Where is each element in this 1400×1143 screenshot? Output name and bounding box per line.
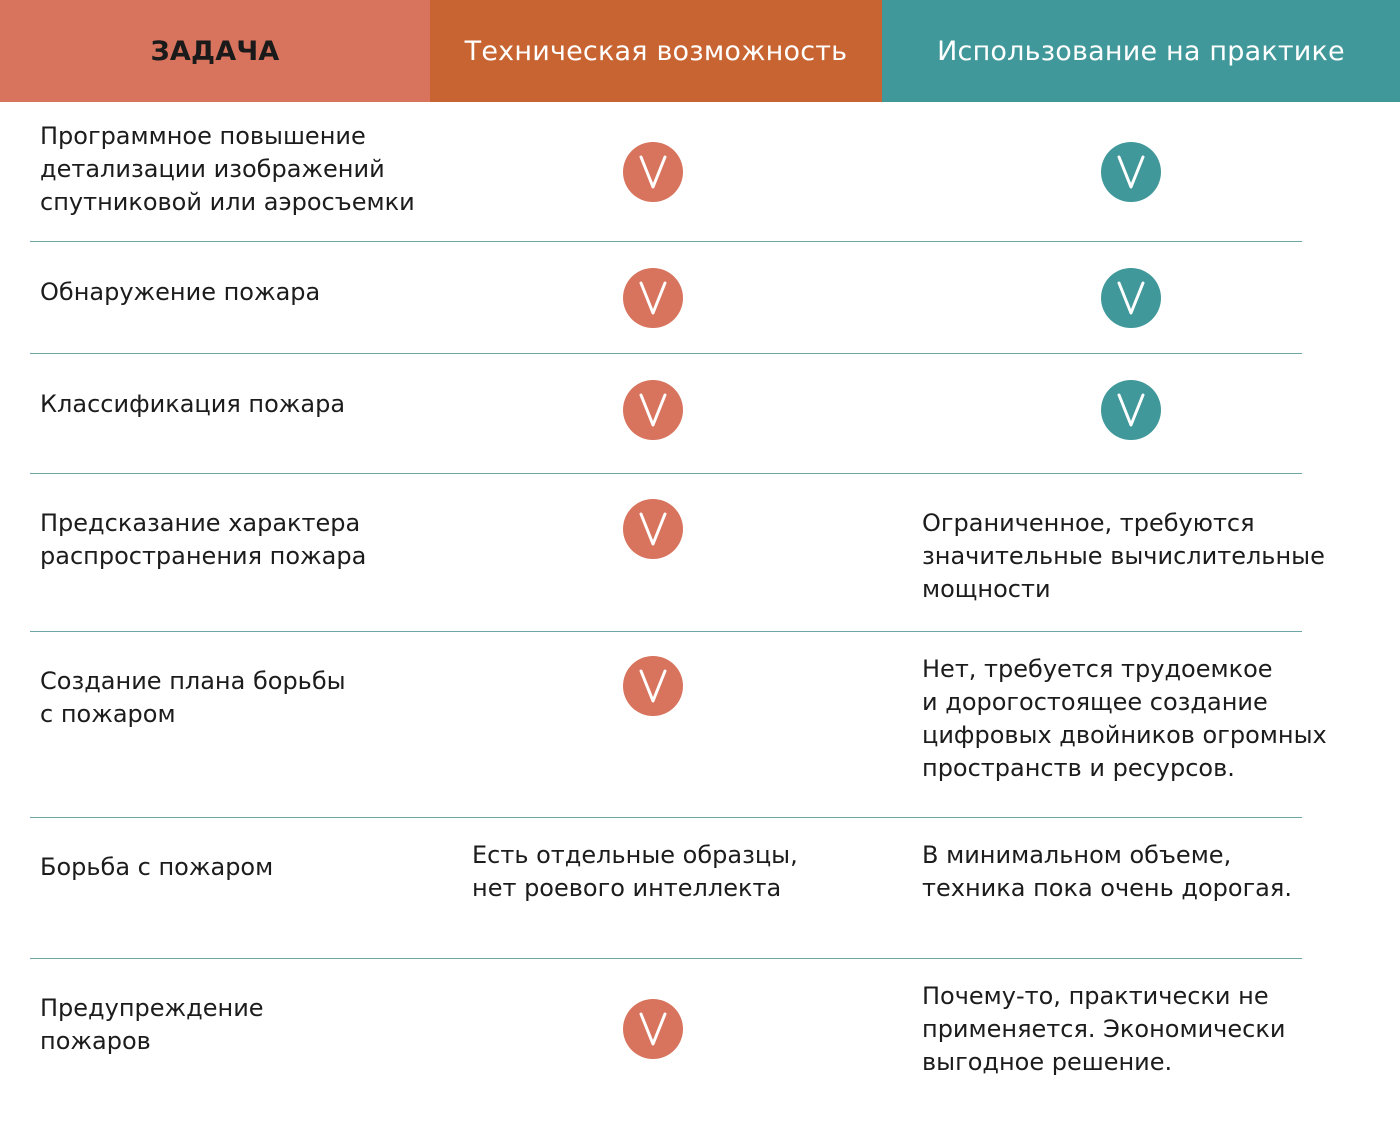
header-practical-use: Использование на практике [882, 0, 1400, 102]
check-circle-icon [1101, 268, 1161, 328]
task-label: Борьба с пожаром [40, 853, 274, 881]
practical-use-note: Ограниченное, требуются значительные вычислительные мощности [922, 509, 1325, 603]
row-divider [30, 817, 1302, 818]
check-circle-icon [623, 499, 683, 559]
row-divider [30, 241, 1302, 242]
header-task: ЗАДАЧА [0, 0, 430, 102]
table-header [0, 0, 1400, 102]
check-circle-icon [623, 142, 683, 202]
practical-use-note: В минимальном объеме, техника пока очень дорогая. [922, 841, 1292, 902]
practical-use-note: Почему-то, практически не применяется. Экономически выгодное решение. [922, 982, 1286, 1076]
check-circle-icon [623, 656, 683, 716]
task-label: Предупреждение пожаров [40, 994, 264, 1055]
check-circle-icon [623, 999, 683, 1059]
practical-use-note: Нет, требуется трудоемкое и дорогостоящее создание цифровых двойников огромных пространств и ресурсов. [922, 655, 1327, 782]
check-circle-icon [623, 380, 683, 440]
task-label: Обнаружение пожара [40, 278, 321, 306]
row-divider [30, 631, 1302, 632]
tech-capability-note: Есть отдельные образцы, нет роевого интеллекта [472, 841, 798, 902]
row-divider [30, 958, 1302, 959]
header-tech-capability: Техническая возможность [430, 0, 882, 102]
check-circle-icon [1101, 380, 1161, 440]
check-circle-icon [623, 268, 683, 328]
task-label: Создание плана борьбы с пожаром [40, 667, 346, 728]
task-label: Классификация пожара [40, 390, 346, 418]
task-label: Предсказание характера распространения пожара [40, 509, 367, 570]
row-divider [30, 353, 1302, 354]
check-circle-icon [1101, 142, 1161, 202]
task-label: Программное повышение детализации изображений спутниковой или аэросъемки [40, 122, 415, 216]
row-divider [30, 473, 1302, 474]
